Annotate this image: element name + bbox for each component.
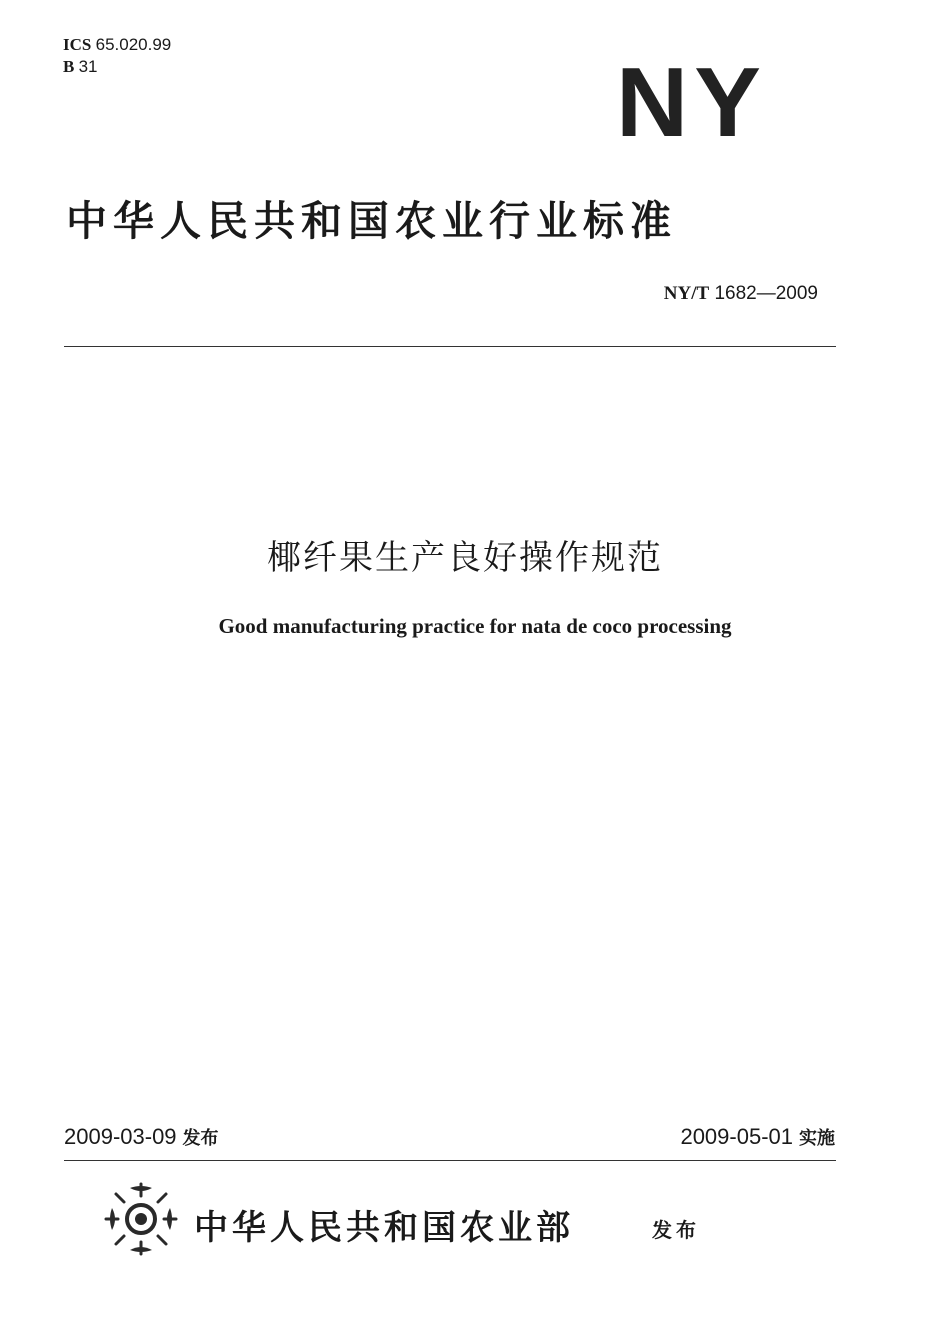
top-divider xyxy=(64,346,836,347)
ccs-classification xyxy=(63,56,98,78)
ny-logo: NY xyxy=(616,47,768,157)
publisher-name: 中华人民共和国农业部 xyxy=(194,1208,574,1248)
standard-number xyxy=(664,283,818,305)
standard-category-heading: 中华人民共和国农业行业标准 xyxy=(66,197,677,245)
ministry-emblem-icon xyxy=(100,1178,182,1260)
ics-classification xyxy=(63,34,171,56)
standard-number-prefix: NY/T xyxy=(663,283,710,304)
ics-label: ICS xyxy=(63,35,92,54)
issue-date: 2009-03-09 xyxy=(64,1124,177,1149)
implement-label: 实施 xyxy=(799,1128,835,1149)
implement-date: 2009-05-01 xyxy=(680,1124,793,1149)
title-chinese: 椰纤果生产良好操作规范 xyxy=(267,538,663,578)
ccs-code: 31 xyxy=(78,57,98,76)
title-english: Good manufacturing practice for nata de coco processing xyxy=(218,614,732,638)
standard-number-value: 1682—2009 xyxy=(714,283,818,304)
bottom-divider xyxy=(64,1160,836,1161)
ics-code: 65.020.99 xyxy=(95,35,172,54)
publish-label: 发布 xyxy=(652,1218,700,1242)
issue-date-line xyxy=(64,1124,219,1150)
issue-label: 发布 xyxy=(182,1128,219,1149)
implement-date-line xyxy=(680,1124,835,1150)
ccs-label: B xyxy=(63,57,75,76)
